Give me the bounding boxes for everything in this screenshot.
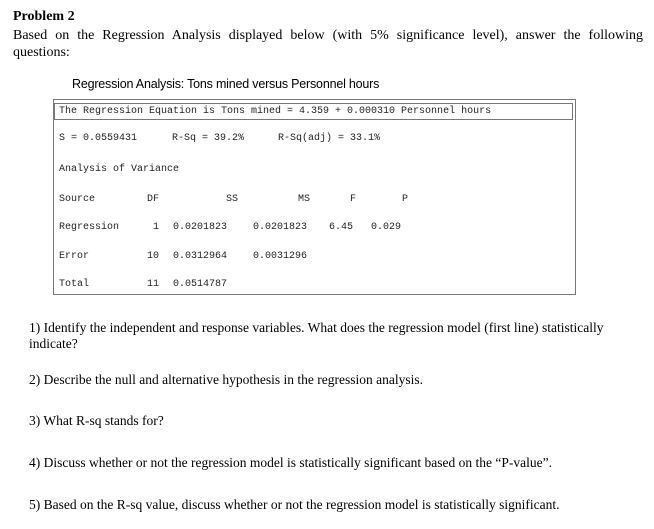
question-2: 2) Describe the null and alternative hypothesis in the regression analysis. xyxy=(29,372,424,387)
regression-analysis-heading: Regression Analysis: Tons mined versus Personnel hours xyxy=(72,77,380,91)
regression-equation: The Regression Equation is Tons mined = 4.359 + 0.000310 Personnel hours xyxy=(59,106,492,117)
problem-intro: Based on the Regression Analysis displayed below (with 5% significance level), answer the following questions: xyxy=(13,28,643,60)
row-regression-source: Regression xyxy=(59,222,120,233)
row-total-ss: 0.0514787 xyxy=(173,279,228,290)
row-total-source: Total xyxy=(59,279,90,290)
row-regression-ss: 0.0201823 xyxy=(173,222,228,233)
stat-r-sq-adj: R-Sq(adj) = 33.1% xyxy=(278,133,381,144)
stat-s: S = 0.0559431 xyxy=(59,133,138,144)
question-1: 1) Identify the independent and response variables. What does the regression model (first line) statistically indicate? xyxy=(29,320,604,351)
question-3: 3) What R-sq stands for? xyxy=(29,413,164,428)
stat-r-sq: R-Sq = 39.2% xyxy=(172,133,245,144)
col-header-df: DF xyxy=(147,194,160,205)
regression-output-panel xyxy=(53,99,576,295)
row-error-ss: 0.0312964 xyxy=(173,251,228,262)
question-4: 4) Discuss whether or not the regression model is statistically significant based on the “P-value”. xyxy=(29,455,552,470)
row-error-ms: 0.0031296 xyxy=(253,251,308,262)
question-5: 5) Based on the R-sq value, discuss whether or not the regression model is statistically significant. xyxy=(29,497,560,512)
row-regression-f: 6.45 xyxy=(329,222,354,233)
row-error-source: Error xyxy=(59,251,90,262)
row-regression-ms: 0.0201823 xyxy=(253,222,308,233)
anova-title: Analysis of Variance xyxy=(59,164,180,175)
row-total-df: 11 xyxy=(147,279,160,290)
col-header-ms: MS xyxy=(298,194,311,205)
problem-title: Problem 2 xyxy=(13,9,75,24)
col-header-ss: SS xyxy=(226,194,239,205)
col-header-source: Source xyxy=(59,194,96,205)
col-header-f: F xyxy=(350,194,357,205)
col-header-p: P xyxy=(402,194,409,205)
row-regression-p: 0.029 xyxy=(371,222,402,233)
row-regression-df: 1 xyxy=(153,222,160,233)
row-error-df: 10 xyxy=(147,251,160,262)
